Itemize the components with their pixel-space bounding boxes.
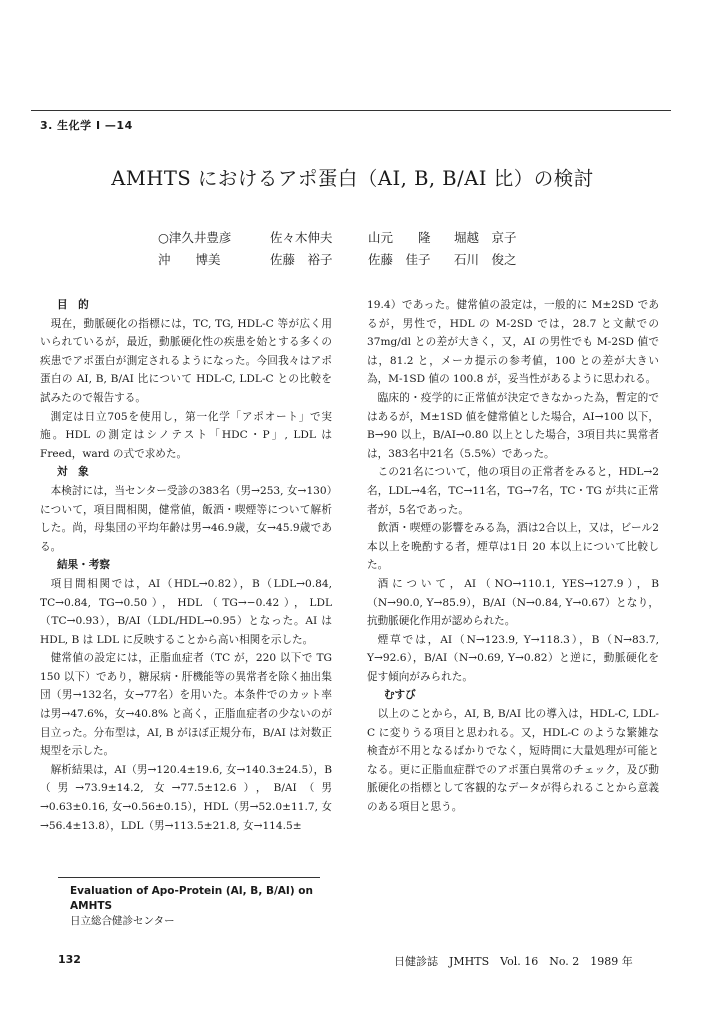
heading-conclusion: むすび	[383, 689, 416, 702]
author: 堀越 京子	[454, 230, 517, 245]
paragraph: 煙草では，AI（N→123.9, Y→118.3），B（N→83.7, Y→92.6），B/AI（N→0.69, Y→0.82）と逆に，動脈硬化を促す傾向がみられた。	[367, 633, 659, 683]
header-rule	[31, 110, 671, 111]
author: 石川 俊之	[454, 252, 517, 267]
heading-results: 結果・考察	[56, 559, 110, 572]
author: ○津久井豊彦	[158, 230, 232, 245]
paragraph: 19.4）であった。健常値の設定は，一般的に M±2SD であるが，男性で，HDL の M-2SD では，28.7 と文献での 37mg/dl との差が大きく，又，AI の男性でも M-2SD 値では，81.2 と，メーカ提示の参考値，100 との差が大きい為，M-1SD 値の 100.8 が，妥当性があるように思われる。	[367, 299, 659, 386]
english-title: Evaluation of Apo-Protein (AI, B, B/AI) on	[70, 885, 313, 897]
paragraph: 項目間相関では，AI（HDL→0.82），B（LDL→0.84, TC→0.84, TG→0.50），HDL（TG→−0.42），LDL（TC→0.93），B/AI（LDL/HDL→0.95）となった。AI は HDL, B は LDL に反映することから高い相関を示した。	[40, 577, 332, 646]
paragraph: 本検討には，当センター受診の383名（男→253, 女→130）について，項目間相関，健常値，飯酒・喫煙等について解析した。尚，母集団の平均年齢は男→46.9歳，女→45.9歳である。	[40, 484, 332, 553]
left-column	[40, 296, 332, 835]
paragraph: 酒について，AI（NO→110.1, YES→127.9），B（N→90.0, Y→85.9），B/AI（N→0.84, Y→0.67）となり，抗動脈硬化作用が認められた。	[367, 577, 659, 628]
footnote	[70, 884, 313, 929]
heading-subject: 対 象	[56, 466, 89, 479]
author: 山元 隆	[368, 230, 431, 245]
author: 佐藤 佳子	[368, 252, 431, 267]
author: 佐藤 裕子	[270, 252, 333, 267]
english-title: AMHTS	[70, 900, 113, 912]
page-number: 132	[58, 953, 81, 966]
paragraph: 測定は日立705を使用し，第一化学「アポオート」で実施。HDL の測定はシノテスト「HDC・P」, LDL は Freed，ward の式で求めた。	[40, 410, 332, 460]
paragraph: 飲酒・喫煙の影響をみる為，酒は2合以上，又は，ビール2本以上を晩酌する者，煙草は1日 20 本以上について比較した。	[367, 522, 659, 572]
paper-title: AMHTS におけるアポ蛋白（AI, B, B/AI 比）の検討	[111, 167, 594, 190]
paragraph: 臨床的・疫学的に正常値が決定できなかった為，暫定的ではあるが，M±1SD 値を健常値とした場合，AI→100 以下，B→90 以上，B/AI→0.80 以上とした場合，3項目共に異常者は，383名中21名（5.5%）であった。	[367, 391, 659, 460]
affiliation: 日立総合健診センター	[70, 915, 175, 927]
paragraph: 解析結果は，AI（男→120.4±19.6, 女→140.3±24.5），B（男→73.9±14.2, 女→77.5±12.6），B/AI（男→0.63±0.16, 女→0.56±0.15），HDL（男→52.0±11.7, 女→56.4±13.8），LDL（男→113.5±21.8, 女→114.5±	[40, 763, 332, 832]
paragraph: 以上のことから，AI, B, B/AI 比の導入は，HDL-C, LDL-C に変りうる項目と思われる。又，HDL-C のような繁雑な検査が不用となるばかりでなく，短時間に大量処理が可能となる。更に正脂血症群でのアポ蛋白異常のチェック，及び動脈硬化の指標として客観的なデータが得られることから意義のある項目と思う。	[367, 708, 659, 814]
paragraph: この21名について，他の項目の正常者をみると，HDL→2名，LDL→4名，TC→11名，TG→7名，TC・TG が共に正常者が，5名であった。	[367, 466, 659, 516]
author: 沖 博美	[158, 252, 221, 267]
journal-citation: 日健診誌 JMHTS Vol. 16 No. 2 1989 年	[394, 955, 633, 968]
footnote-rule	[58, 877, 320, 878]
paragraph: 現在，動脈硬化の指標には，TC, TG, HDL-C 等が広く用いられているが，最近，動脈硬化性の疾患を始とする多くの疾患でアポ蛋白が測定されるようになった。今回我々はアポ蛋白の AI, B, B/AI 比について HDL-C, LDL-C との比較を試みたので報告する。	[40, 317, 332, 404]
section-label: 3. 生化学 I —14	[40, 119, 133, 132]
right-column	[367, 296, 659, 817]
author: 佐々木伸夫	[270, 230, 333, 245]
heading-purpose: 目 的	[56, 299, 89, 311]
paragraph: 健常値の設定には，正脂血症者（TC が，220 以下で TG 150 以下）であり，糖尿病・肝機能等の異常者を除く抽出集団（男→132名，女→77名）を用いた。本条件でのカット率は男→47.6%，女→40.8% と高く，正脂血症者の少ないのが目立った。分布型は，AI, B がほぼ正規分布，B/AI は対数正規型を示した。	[40, 652, 332, 758]
